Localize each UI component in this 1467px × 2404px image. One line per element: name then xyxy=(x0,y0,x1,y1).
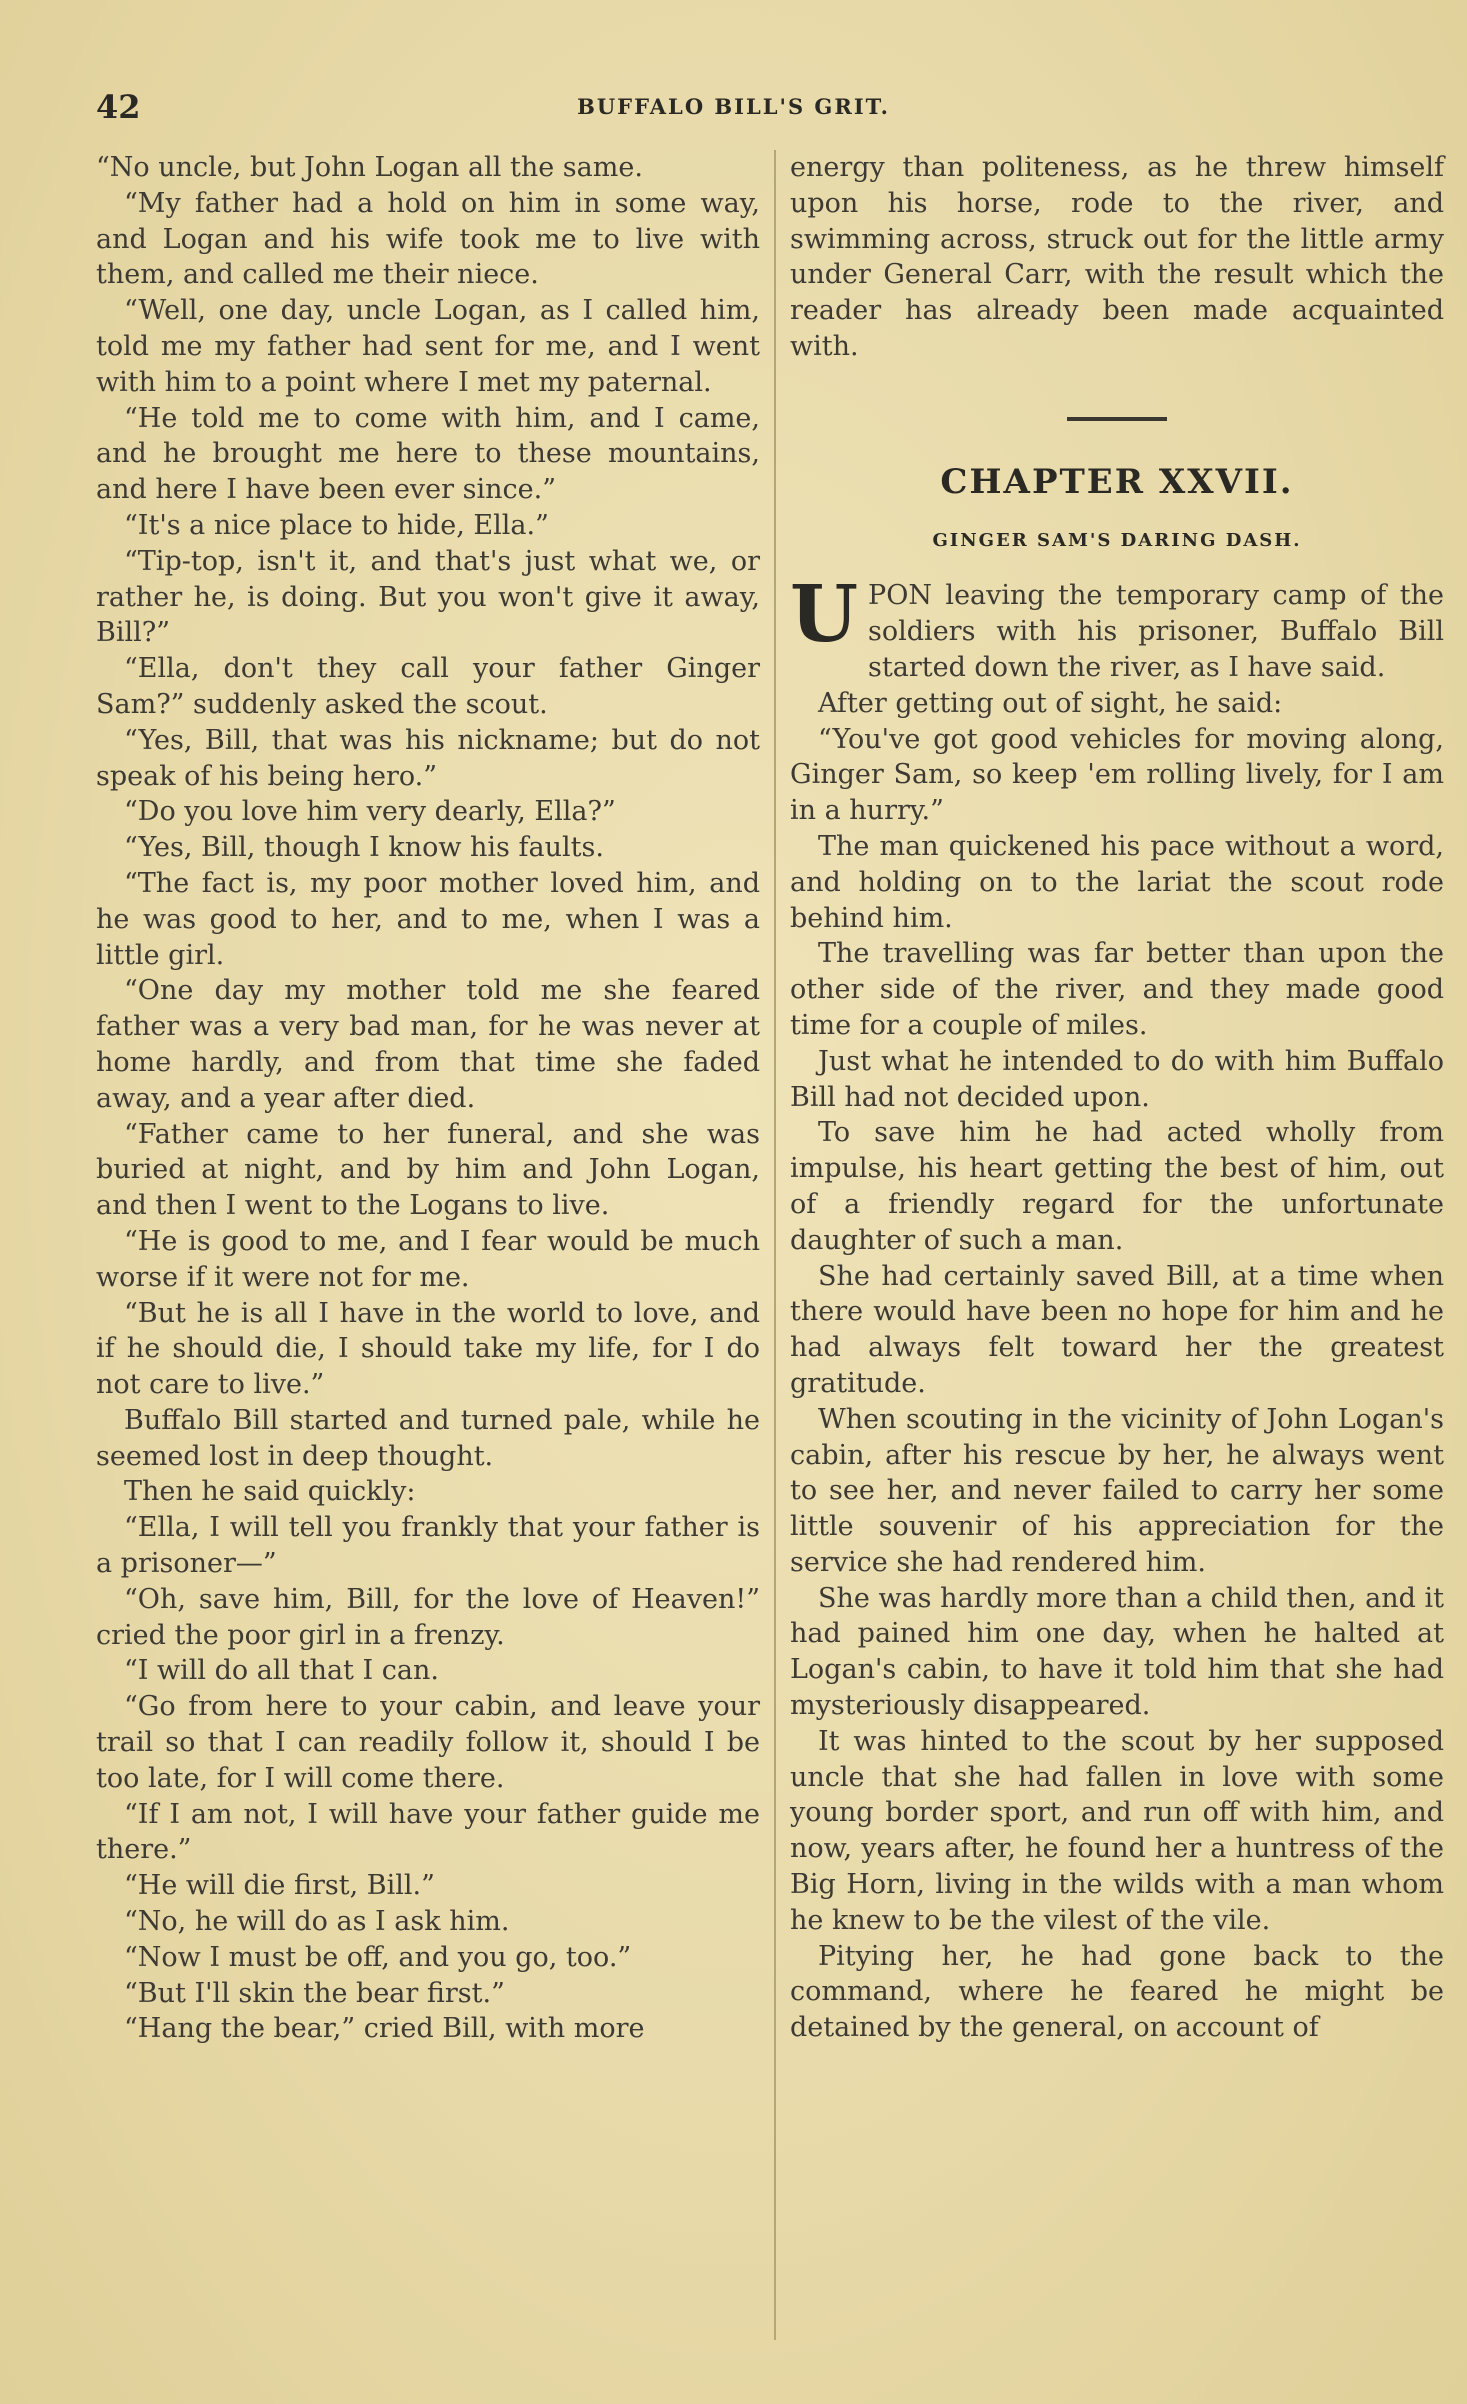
opening-text: PON leaving the temporary camp of the soldiers with his prisoner, Buffalo Bill started down the river, as I have said. xyxy=(868,580,1444,683)
paragraph: “He is good to me, and I fear would be much worse if it were not for me. xyxy=(96,1225,760,1293)
paragraph: “No uncle, but John Logan all the same. xyxy=(96,152,643,183)
paragraph: The man quickened his pace without a word, and holding on to the lariat the scout rode behind him. xyxy=(790,830,1444,934)
section-rule xyxy=(1067,417,1167,421)
chapter-subtitle: GINGER SAM'S DARING DASH. xyxy=(932,529,1302,551)
left-column xyxy=(96,150,760,2344)
paragraph: “Do you love him very dearly, Ella?” xyxy=(124,796,616,828)
paragraph: “If I am not, I will have your father guide me there.” xyxy=(96,1798,760,1866)
right-column xyxy=(790,150,1444,2344)
page-header xyxy=(96,88,1371,128)
paragraph: “But he is all I have in the world to love, and if he should die, I should take my life, for I do not care to live.” xyxy=(96,1297,760,1401)
running-title: BUFFALO BILL'S GRIT. xyxy=(577,94,890,119)
drop-cap: U xyxy=(790,569,859,661)
paragraph: It was hinted to the scout by her supposed uncle that she had fallen in love with some young border sport, and run off with him, and now, years after, he found her a huntress of the Big Horn, living in the wilds with a man whom he knew to be the vilest of the vile. xyxy=(790,1725,1444,1936)
paragraph: “Tip-top, isn't it, and that's just what we, or rather he, is doing. But you won't give it away, Bill?” xyxy=(96,545,760,649)
paragraph: “Hang the bear,” cried Bill, with more xyxy=(124,2013,645,2045)
paragraph: “It's a nice place to hide, Ella.” xyxy=(124,509,549,541)
paragraph: “He will die first, Bill.” xyxy=(124,1870,435,1902)
paragraph: After getting out of sight, he said: xyxy=(818,687,1283,719)
paragraph: “Yes, Bill, though I know his faults. xyxy=(124,832,604,864)
paragraph: Then he said quickly: xyxy=(124,1476,416,1508)
paragraph: “He told me to come with him, and I came, and he brought me here to these mountains, and here I have been ever since.” xyxy=(96,402,760,506)
paragraph: “Go from here to your cabin, and leave your trail so that I can readily follow it, should I be too late, for I will come there. xyxy=(96,1691,760,1794)
paragraph: “But I'll skin the bear first.” xyxy=(124,1977,505,2009)
paragraph: “Now I must be off, and you go, too.” xyxy=(124,1941,632,1973)
paragraph: “One day my mother told me she feared father was a very bad man, for he was never at home hardly, and from that time she faded away, and a year after died. xyxy=(96,975,760,1114)
paragraph: Just what he intended to do with him Buffalo Bill had not decided upon. xyxy=(790,1045,1444,1113)
paragraph: To save him he had acted wholly from impulse, his heart getting the best of him, out of a friendly regard for the unfortunate daughter of such a man. xyxy=(790,1117,1444,1256)
paragraph: Buffalo Bill started and turned pale, while he seemed lost in deep thought. xyxy=(96,1404,760,1472)
paragraph: “Ella, don't they call your father Ginger Sam?” suddenly asked the scout. xyxy=(96,653,760,720)
page-number: 42 xyxy=(96,88,141,126)
paragraph: “Well, one day, uncle Logan, as I called him, told me my father had sent for me, and I went with him to a point where I met my paternal. xyxy=(96,295,760,398)
paragraph: “The fact is, my poor mother loved him, and he was good to her, and to me, when I was a little girl. xyxy=(96,867,760,971)
paragraph: “Oh, save him, Bill, for the love of Heaven!” cried the poor girl in a frenzy. xyxy=(96,1583,760,1651)
paragraph: “Father came to her funeral, and she was buried at night, and by him and John Logan, and then I went to the Logans to live. xyxy=(96,1118,760,1222)
paragraph: “I will do all that I can. xyxy=(124,1655,439,1687)
chapter-opening-paragraph xyxy=(790,569,1444,685)
paragraph: The travelling was far better than upon the other side of the river, and they made good time for a couple of miles. xyxy=(790,938,1444,1041)
paragraph: When scouting in the vicinity of John Logan's cabin, after his rescue by her, he always went to see her, and never failed to carry her some little souvenir of his appreciation for the service she had rendered him. xyxy=(790,1403,1444,1578)
paragraph: “No, he will do as I ask him. xyxy=(124,1906,510,1938)
paragraph: She was hardly more than a child then, and it had pained him one day, when he halted at Logan's cabin, to have it told him that she had mysteriously disappeared. xyxy=(790,1582,1444,1722)
paragraph: “My father had a hold on him in some way, and Logan and his wife took me to live with them, and called me their niece. xyxy=(96,187,760,291)
paragraph: “You've got good vehicles for moving along, Ginger Sam, so keep 'em rolling lively, for I am in a hurry.” xyxy=(790,723,1444,827)
paragraph: She had certainly saved Bill, at a time when there would have been no hope for him and he had always felt toward her the greatest gratitude. xyxy=(790,1260,1444,1399)
chapter-title: CHAPTER XXVII. xyxy=(940,461,1294,502)
paragraph: energy than politeness, as he threw himself upon his horse, rode to the river, and swimming across, struck out for the little army under General Carr, with the result which the reader has already been made acquainted with. xyxy=(790,152,1444,362)
paragraph: “Ella, I will tell you frankly that your father is a prisoner—” xyxy=(96,1512,760,1580)
paragraph: Pitying her, he had gone back to the command, where he feared he might be detained by the general, on account of xyxy=(790,1940,1444,2044)
paragraph: “Yes, Bill, that was his nickname; but do not speak of his being hero.” xyxy=(96,724,760,792)
column-divider xyxy=(774,150,776,2340)
